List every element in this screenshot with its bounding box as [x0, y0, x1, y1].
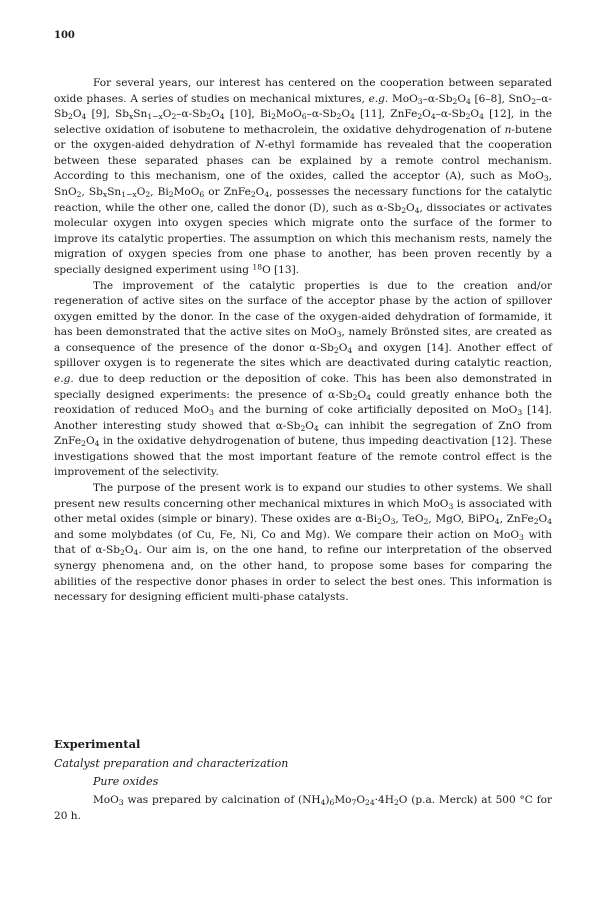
paragraph-remote-control: For several years, our interest has centered on the cooperation between separated oxide phases. A series of studies on mechanical mixtures, e.g. $MoO_3-\alpha-Sb_2O_4$ [6–8], $SnO_2-\alpha-Sb_2O_4$ [9], $Sb_xSn_{1-x}O_2-\alpha-Sb_2O_4$ [10], $Bi_2MoO_6-\alpha-Sb_2O_4$ [11], $ZnFe_2O_4-\alpha-Sb_2O_4$ [12], in the selective oxidation of isobutene to methacrolein, the oxidative dehydrogenation of n-butene or the oxygen-aided dehydration of N-ethyl formamide has revealed that the cooperation between these separated phases can be explained by a remote control mechanism. According to this mechanism, one of the oxides, called the acceptor (A), such as MoO$_3$, SnO$_2$, $Sb_xSn_{1-x}O_2$, $Bi_2MoO_6$ or $ZnFe_2O_4$, possesses the necessary functions for the catalytic reaction, while the other one, called the donor (D), such as $\alpha-Sb_2O_4$, dissociates or activates molecular oxygen into oxygen species which migrate onto the surface of the former to improve its catalytic properties. The assumption on which this mechanism rests, namely the migration of oxygen species from one phase to another, has been proven recently by a specially designed experiment using $^{18}$O [13]. [54, 77, 553, 276]
paragraph-spillover-oxygen: The improvement of the catalytic properties is due to the creation and/or regeneration of active sites on the surface of the acceptor phase by the action of spillover oxygen emitted by the donor. In the case of the oxygen-aided dehydration of formamide, it has been demonstrated that the active sites on MoO$_3$, namely Brönsted sites, are created as a consequence of the presence of the donor $\alpha-Sb_2O_4$ and oxygen [14]. Another effect of spillover oxygen is to regenerate the sites which are deactivated during catalytic reaction, e.g. due to deep reduction or the deposition of coke. This has been also demonstrated in specially designed experiments: the presence of $\alpha-Sb_2O_4$ could greatly enhance both the reoxidation of reduced MoO$_3$ and the burning of coke artificially deposited on MoO$_3$ [14]. Another interesting study showed that $\alpha-Sb_2O_4$ can inhibit the segregation of ZnO from $ZnFe_2O_4$ in the oxidative dehydrogenation of butene, thus impeding deactivation [12]. These investigations showed that the most important feature of the remote control effect is the improvement of the selectivity. [54, 279, 553, 479]
subsubsection-heading-pure-oxides: Pure oxides [93, 775, 159, 788]
paragraph-purpose: The purpose of the present work is to expand our studies to other systems. We shall present new results concerning other mechanical mixtures in which MoO$_3$ is associated with other metal oxides (simple or binary). These oxides are $\alpha-Bi_2O_3$, TeO$_2$, MgO, BiPO$_4$, $ZnFe_2O_4$ and some molybdates (of Cu, Fe, Ni, Co and Mg). We compare their action on MoO$_3$ with that of $\alpha-Sb_2O_4$. Our aim is, on the one hand, to refine our interpretation of the observed synergy phenomena and, on the other hand, to propose some bases for comparing the abilities of the respective donor phases in order to select the best ones. This information is necessary for designing efficient multi-phase catalysts. [54, 482, 552, 604]
subsection-heading-catalyst-preparation: Catalyst preparation and characterization [54, 757, 289, 770]
introduction-body [54, 76, 552, 606]
experimental-body [54, 793, 552, 824]
paragraph-moo3-preparation: MoO$_3$ was prepared by calcination of $(NH_4)_6Mo_7O_{24}\cdot 4H_2O$ (p.a. Merck) at 500 °C for 20 h. [54, 794, 552, 822]
page-number: 100 [54, 30, 75, 41]
section-heading-experimental: Experimental [54, 737, 141, 751]
